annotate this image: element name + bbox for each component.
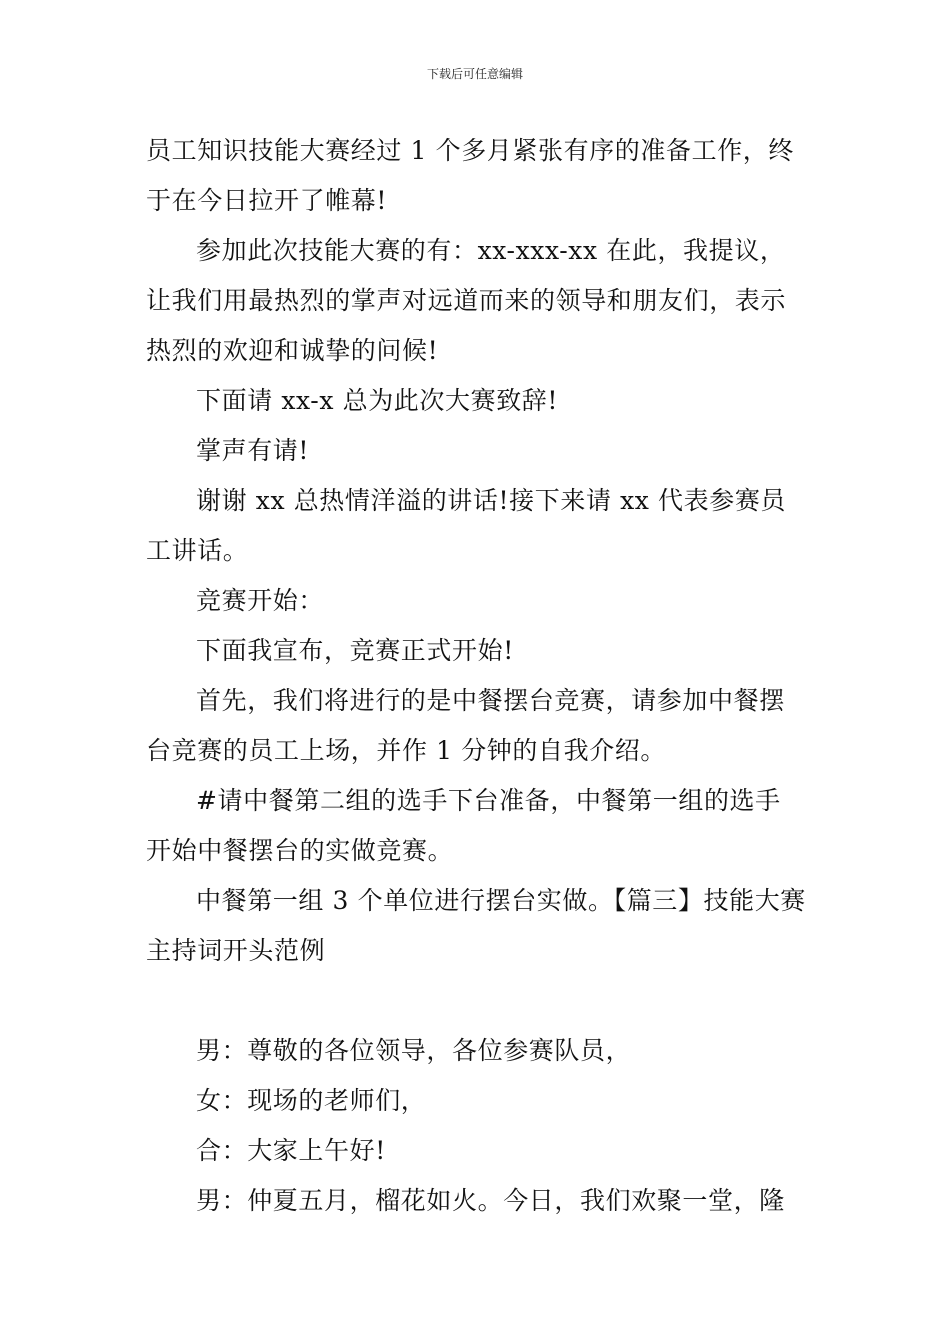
paragraph-11: 男：尊敬的各位领导，各位参赛队员，: [196, 1036, 632, 1065]
paragraph-12: 女：现场的老师们，: [196, 1086, 427, 1115]
paragraph-6: 竞赛开始：: [196, 586, 325, 615]
paragraph-13: 合：大家上午好!: [196, 1136, 386, 1165]
paragraph-7: 下面我宣布，竞赛正式开始!: [196, 636, 514, 665]
document-body: [146, 126, 806, 1226]
paragraph-3: 下面请 xx-x 总为此次大赛致辞!: [196, 386, 559, 415]
paragraph-5: 谢谢 xx 总热情洋溢的讲话!接下来请 xx 代表参赛员工讲话。: [146, 486, 787, 565]
paragraph-14: 男：仲夏五月，榴花如火。今日，我们欢聚一堂，隆: [196, 1186, 785, 1215]
paragraph-10: 中餐第一组 3 个单位进行摆台实做。【篇三】技能大赛主持词开头范例: [146, 886, 806, 965]
paragraph-4: 掌声有请!: [196, 436, 310, 465]
paragraph-1: 员工知识技能大赛经过 1 个多月紧张有序的准备工作，终于在今日拉开了帷幕!: [146, 136, 795, 215]
blank-line: [146, 976, 806, 1026]
page-header: 下载后可任意编辑: [426, 67, 523, 81]
paragraph-2: 参加此次技能大赛的有：xx-xxx-xx 在此，我提议，让我们用最热烈的掌声对远道而来的领导和朋友们，表示热烈的欢迎和诚挚的问候!: [146, 236, 787, 365]
paragraph-8: 首先，我们将进行的是中餐摆台竞赛，请参加中餐摆台竞赛的员工上场，并作 1 分钟的自我介绍。: [146, 686, 785, 765]
paragraph-9: #请中餐第二组的选手下台准备，中餐第一组的选手开始中餐摆台的实做竞赛。: [146, 786, 781, 865]
